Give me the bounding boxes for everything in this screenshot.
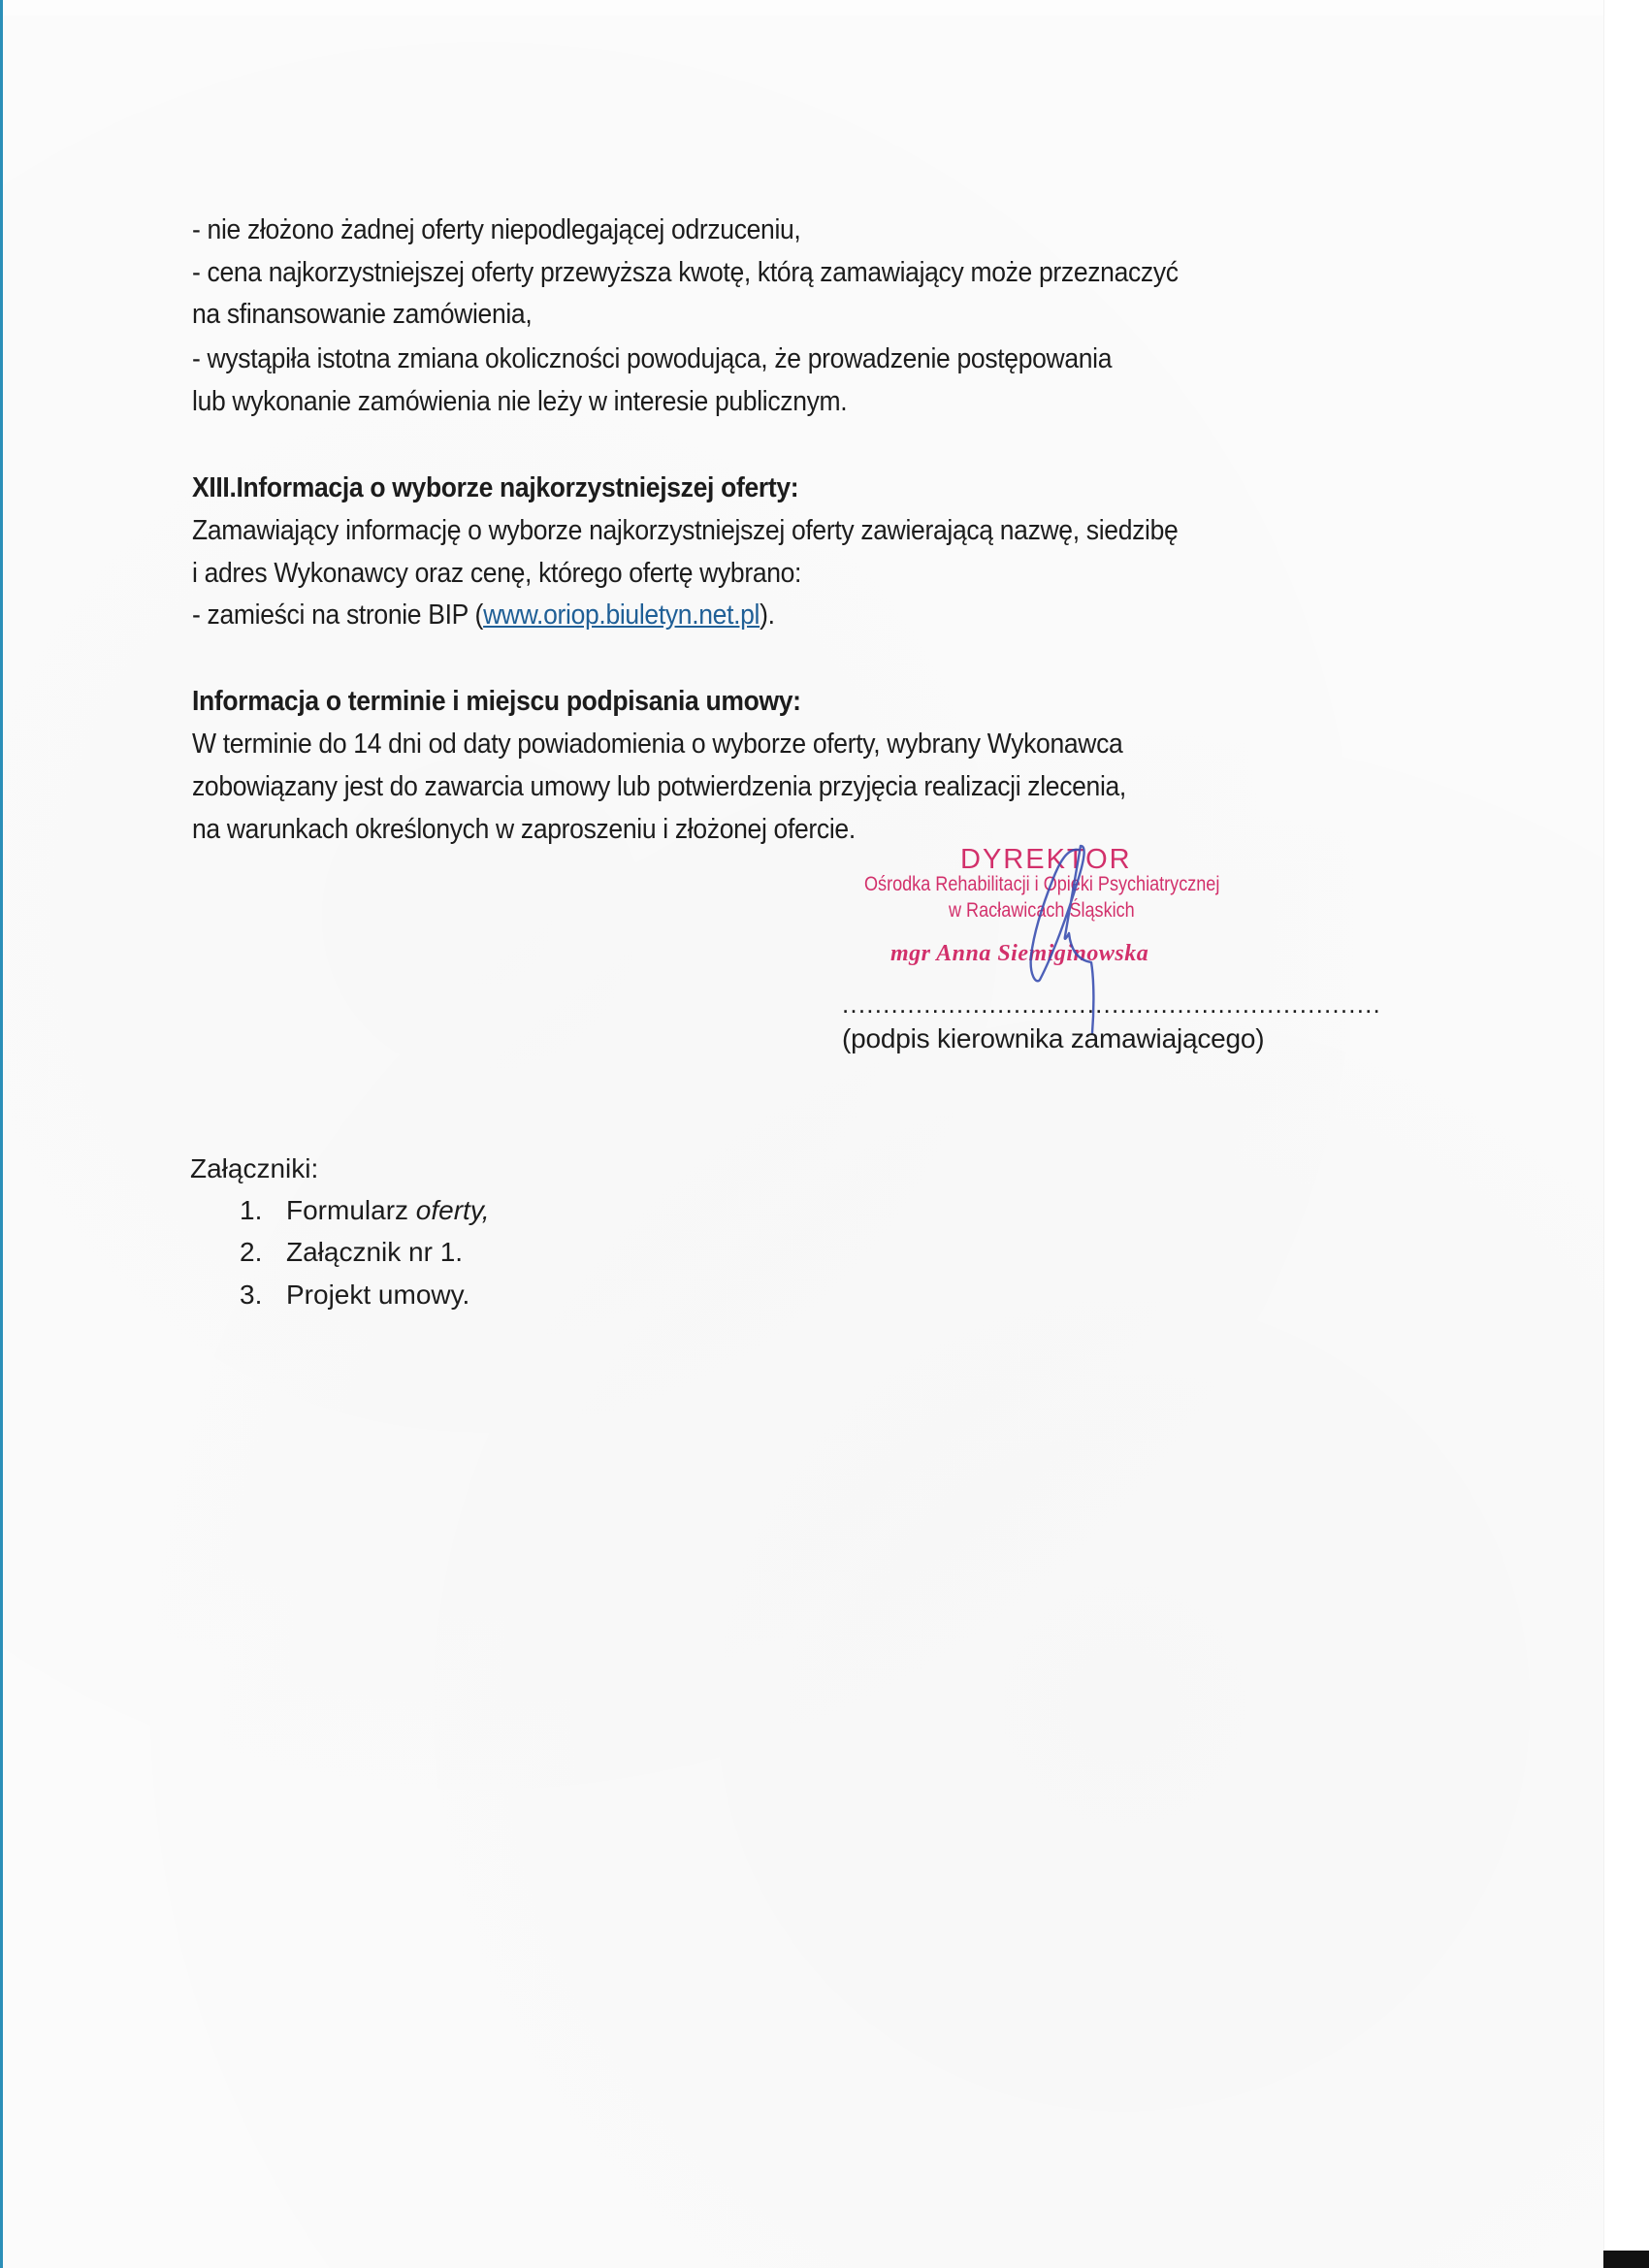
bullet-no-valid-offer: - nie złożono żadnej oferty niepodlegającej odrzuceniu, <box>192 214 801 245</box>
attachment-item <box>240 1280 469 1311</box>
bip-suffix: ). <box>760 599 775 631</box>
signing-text-line: na warunkach określonych w zaproszeniu i złożonej ofercie. <box>192 814 856 845</box>
bullet-circumstances-change: - wystąpiła istotna zmiana okoliczności powodująca, że prowadzenie postępowania <box>192 343 1113 374</box>
attachment-item <box>240 1195 490 1226</box>
stamp-organization: Ośrodka Rehabilitacji i Opieki Psychiatrycznej <box>864 873 1220 895</box>
signature-dotted-line: .................................................................. <box>842 989 1381 1019</box>
bullet-price-exceeds: - cena najkorzystniejszej oferty przewyższa kwotę, którą zamawiający może przeznaczyć <box>192 257 1179 288</box>
signing-text-line: W terminie do 14 dni od daty powiadomienia o wyborze oferty, wybrany Wykonawca <box>192 729 1123 760</box>
scan-top-band <box>3 0 1603 16</box>
signature-caption: (podpis kierownika zamawiającego) <box>842 1023 1265 1053</box>
section-xiii-heading: XIII.Informacja o wyborze najkorzystniejszej oferty: <box>192 472 799 503</box>
bullet-circumstances-change-cont: lub wykonanie zamówienia nie leży w interesie publicznym. <box>192 386 848 417</box>
section-xiii-text-line: i adres Wykonawcy oraz cenę, którego ofertę wybrano: <box>192 558 802 589</box>
stamp-name: mgr Anna Siemiginowska <box>890 941 1149 966</box>
section-xiii-text-line: Zamawiający informację o wyborze najkorzystniejszej oferty zawierającą nazwę, siedzibę <box>192 515 1179 546</box>
attachment-number: 1. <box>240 1195 263 1225</box>
scan-right-margin <box>1603 0 1649 2268</box>
attachment-number: 3. <box>240 1280 263 1310</box>
stamp-location: w Racławicach Śląskich <box>949 899 1135 922</box>
bip-publication-line <box>192 599 775 632</box>
bullet-price-exceeds-cont: na sfinansowanie zamówienia, <box>192 299 533 330</box>
attachment-text-italic: oferty, <box>415 1195 490 1225</box>
signing-text-line: zobowiązany jest do zawarcia umowy lub potwierdzenia przyjęcia realizacji zlecenia, <box>192 771 1126 802</box>
attachment-text: Załącznik nr 1. <box>286 1237 464 1267</box>
scan-left-edge <box>0 0 3 2268</box>
bip-link[interactable]: www.oriop.biuletyn.net.pl <box>483 599 760 631</box>
attachment-text: Projekt umowy. <box>286 1280 470 1310</box>
stamp-title: DYREKTOR <box>960 844 1132 875</box>
attachment-number: 2. <box>240 1237 263 1267</box>
attachments-title: Załączniki: <box>190 1153 319 1183</box>
attachment-text: Formularz <box>286 1195 416 1225</box>
signing-section-heading: Informacja o terminie i miejscu podpisania umowy: <box>192 686 801 717</box>
scan-corner-artifact <box>1603 2251 1649 2268</box>
attachment-item <box>240 1237 463 1268</box>
bip-prefix: - zamieści na stronie BIP ( <box>192 599 484 631</box>
